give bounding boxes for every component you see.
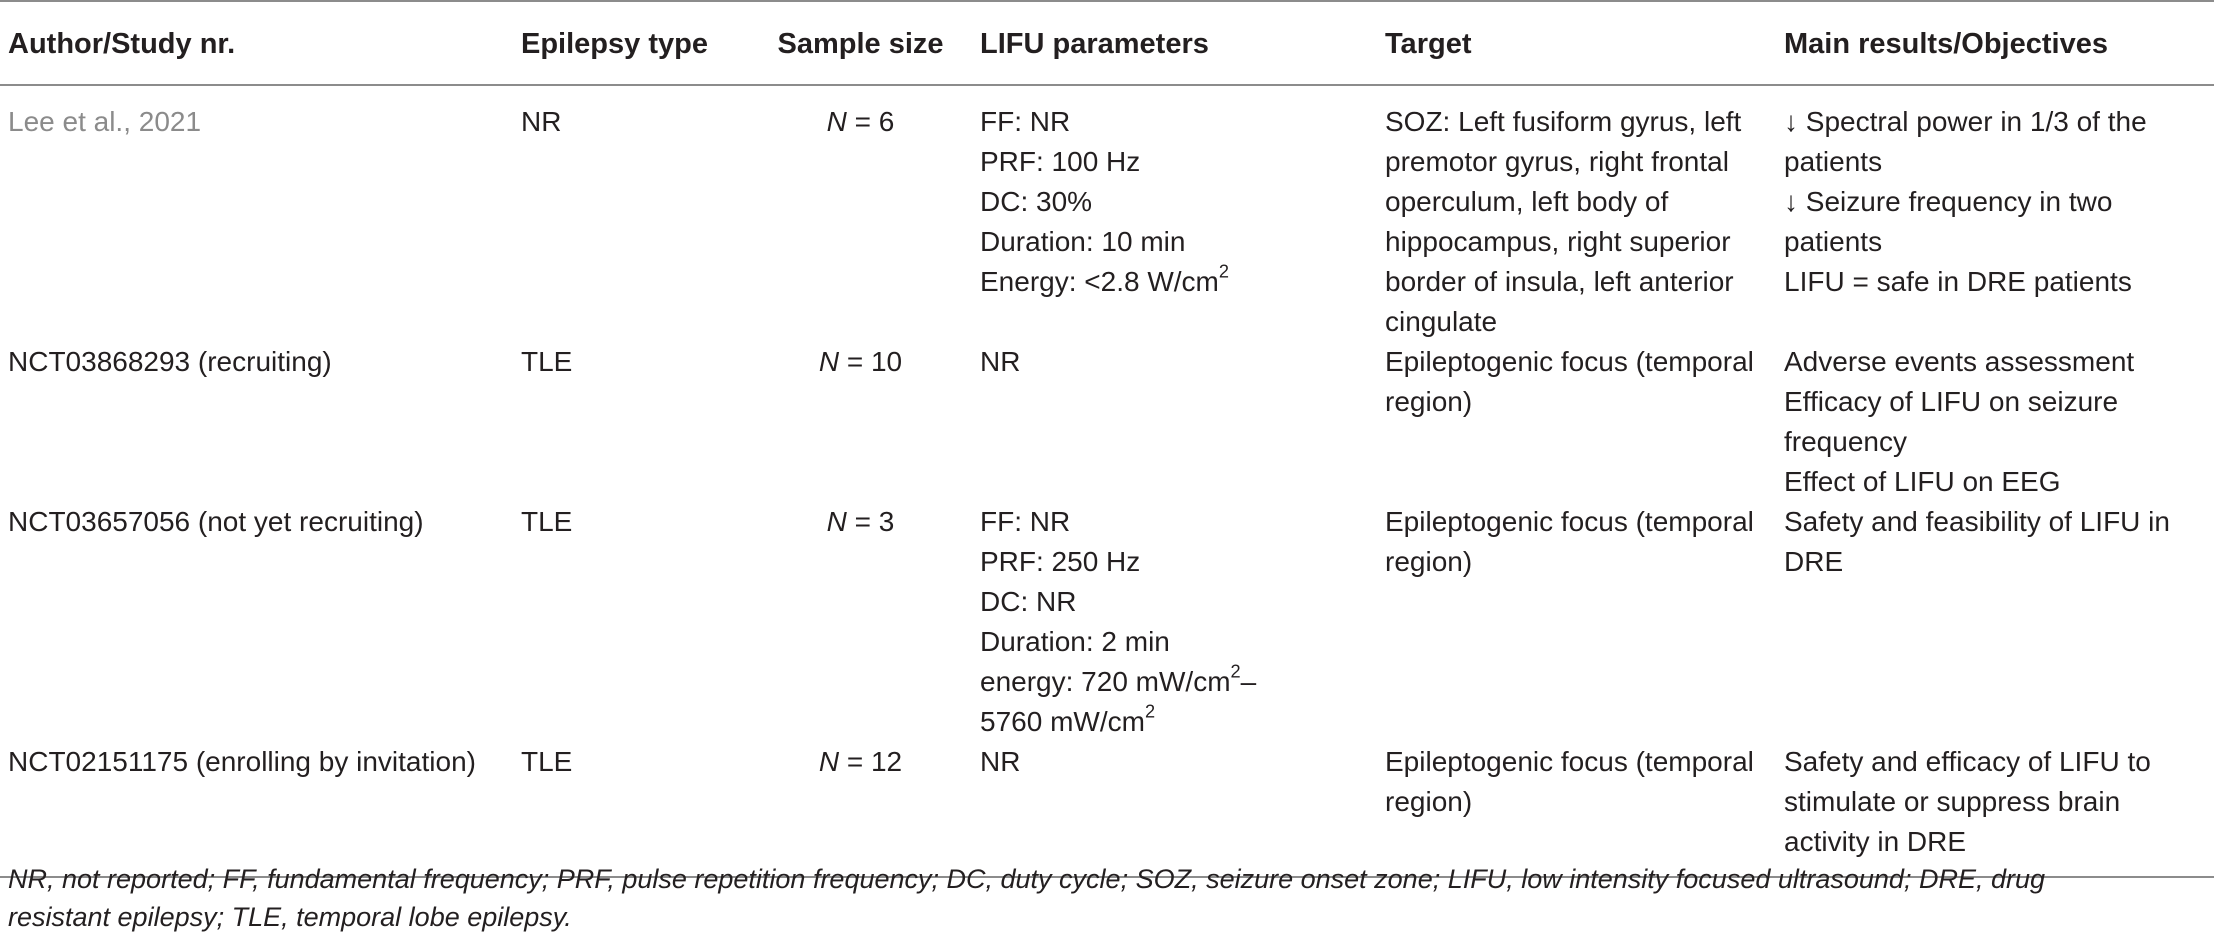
result-item: ↓ Seizure frequency in two patients <box>1784 186 2113 257</box>
result-item: Adverse events assessment <box>1784 346 2135 377</box>
cell-epilepsy-type: TLE <box>521 506 573 537</box>
cell-author[interactable] <box>0 85 513 342</box>
header-author: Author/Study nr. <box>8 28 236 60</box>
cell-sample-size <box>749 502 972 742</box>
result-item: Efficacy of LIFU on seizure frequency <box>1784 386 2119 457</box>
cell-main-results <box>1776 85 2214 342</box>
result-item: ↓ Spectral power in 1/3 of the patients <box>1784 106 2147 177</box>
cell-sample-size <box>749 342 972 502</box>
sample-n-value: = 6 <box>846 106 895 137</box>
param-energy-sup: 2 <box>1218 261 1229 282</box>
header-epilepsy-type: Epilepsy type <box>521 28 708 60</box>
table-row <box>0 742 2214 877</box>
sample-n-label: N <box>818 746 840 777</box>
param-energy-text: Energy: <2.8 W/cm <box>980 266 1219 297</box>
table-row <box>0 85 2214 342</box>
param-energy-upper <box>980 702 1369 742</box>
param-energy-sup: 2 <box>1230 661 1241 682</box>
param-prf: PRF: 250 Hz <box>980 546 1141 577</box>
cell-target: Epileptogenic focus (temporal region) <box>1385 506 1754 577</box>
param-prf: PRF: 100 Hz <box>980 146 1141 177</box>
table-row <box>0 502 2214 742</box>
param-energy <box>980 662 1369 702</box>
cell-epilepsy-type: TLE <box>521 346 573 377</box>
sample-n-label: N <box>826 106 847 137</box>
param-dc: DC: NR <box>980 586 1077 617</box>
cell-main-results <box>1776 342 2214 502</box>
cell-target: Epileptogenic focus (temporal region) <box>1385 746 1754 817</box>
param-energy <box>980 262 1369 302</box>
sample-n-value: = 12 <box>839 746 903 777</box>
cell-lifu-parameters <box>972 502 1377 742</box>
param-dc: DC: 30% <box>980 186 1093 217</box>
param-duration: Duration: 2 min <box>980 626 1170 657</box>
reference-link[interactable]: Lee et al., 2021 <box>8 106 202 137</box>
table-footnote: NR, not reported; FF, fundamental frequency; PRF, pulse repetition frequency; DC, duty cycle; SOZ, seizure onset zone; LIFU, low intensity focused ultrasound; DRE, drug resistant epilepsy; TLE, temporal lobe epilepsy. <box>8 864 2045 932</box>
sample-n-value: = 3 <box>846 506 895 537</box>
table-row <box>0 342 2214 502</box>
cell-main-results <box>1776 742 2214 877</box>
cell-author: NCT03868293 (recruiting) <box>8 346 332 377</box>
param-ff: FF: NR <box>980 506 1071 537</box>
result-item: Safety and efficacy of LIFU to stimulate or suppress brain activity in DRE <box>1784 746 2151 857</box>
sample-n-label: N <box>826 506 847 537</box>
result-item: Effect of LIFU on EEG <box>1784 466 2061 497</box>
param-duration: Duration: 10 min <box>980 226 1186 257</box>
header-row <box>0 1 2214 85</box>
table-body <box>0 85 2214 877</box>
table-header <box>0 1 2214 85</box>
sample-n-value: = 10 <box>839 346 903 377</box>
header-lifu-parameters: LIFU parameters <box>980 28 1209 60</box>
cell-target: SOZ: Left fusiform gyrus, left premotor gyrus, right frontal operculum, left body of hippocampus, right superior border of insula, left anterior cingulate <box>1385 106 1742 337</box>
header-main-results: Main results/Objectives <box>1784 28 2108 60</box>
cell-sample-size <box>749 742 972 877</box>
cell-sample-size <box>749 85 972 342</box>
sample-n-label: N <box>818 346 840 377</box>
cell-lifu-parameters: NR <box>980 746 1021 777</box>
param-energy-dash: – <box>1240 666 1257 697</box>
cell-author: NCT03657056 (not yet recruiting) <box>8 506 424 537</box>
cell-epilepsy-type: NR <box>521 106 562 137</box>
param-ff: FF: NR <box>980 106 1071 137</box>
param-energy-upper-text: 5760 mW/cm <box>980 706 1145 737</box>
cell-target: Epileptogenic focus (temporal region) <box>1385 346 1754 417</box>
cell-lifu-parameters <box>972 85 1377 342</box>
header-sample-size: Sample size <box>777 28 944 60</box>
cell-lifu-parameters: NR <box>980 346 1021 377</box>
param-energy-upper-sup: 2 <box>1144 701 1156 722</box>
header-target: Target <box>1385 28 1472 60</box>
cell-epilepsy-type: TLE <box>521 746 573 777</box>
result-item: Safety and feasibility of LIFU in DRE <box>1784 506 2170 577</box>
param-energy-text: energy: 720 mW/cm <box>980 666 1231 697</box>
cell-author: NCT02151175 (enrolling by invitation) <box>8 746 476 777</box>
cell-main-results <box>1776 502 2214 742</box>
result-item: LIFU = safe in DRE patients <box>1784 266 2132 297</box>
